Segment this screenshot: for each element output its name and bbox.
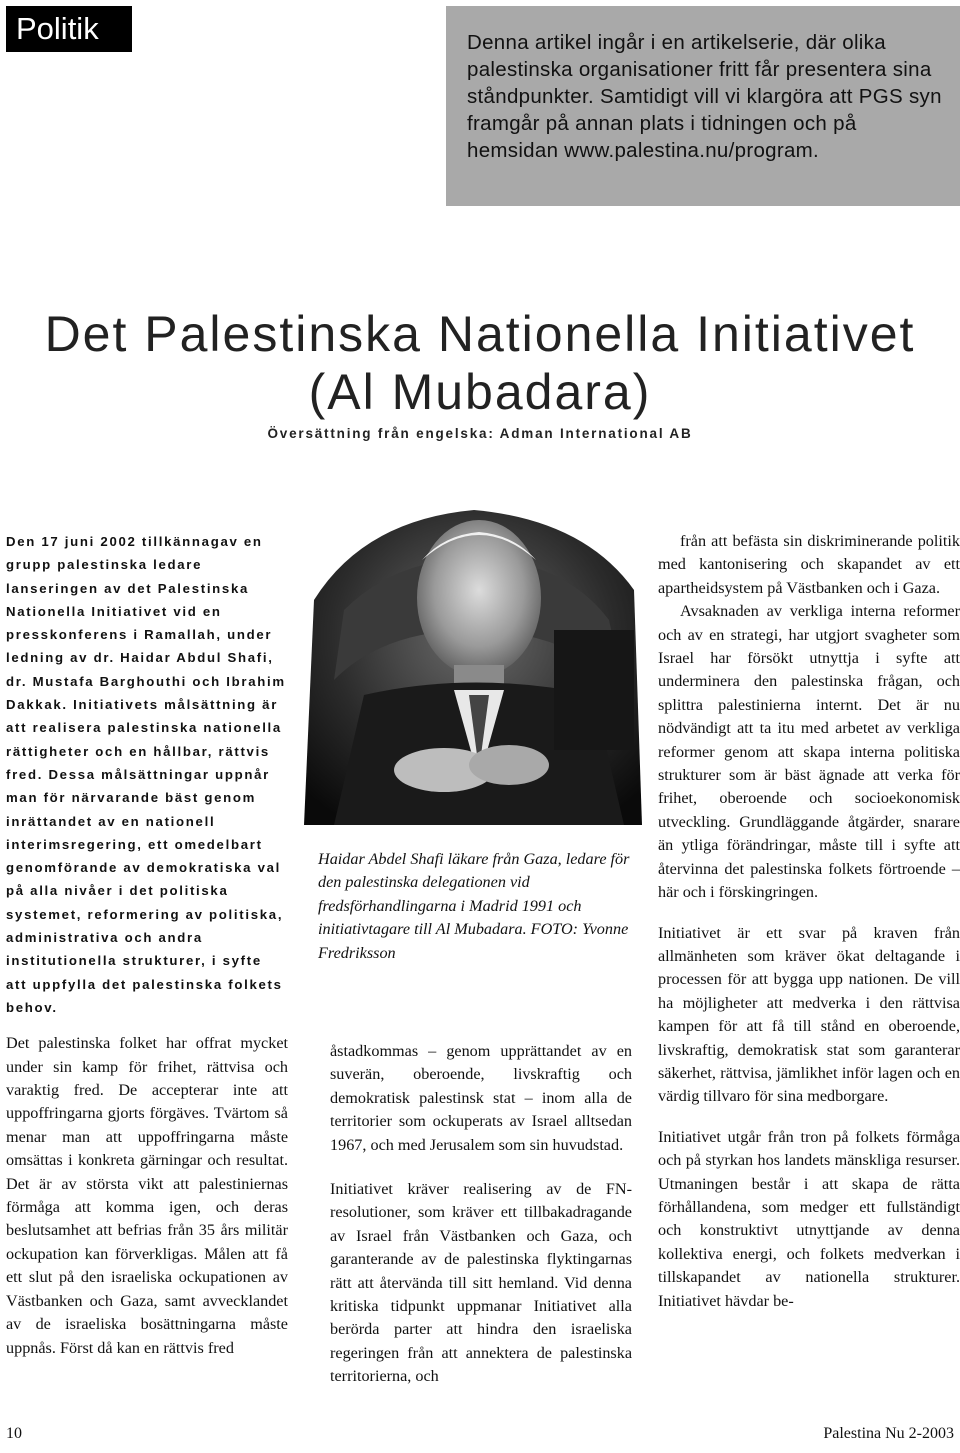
body-paragraph: Initiativet utgår från tron på folkets förmåga och på styrkan hos landets mänskliga resurser. Utmaningen består i att skapa de rätta förhållandena, som medger ett fullständigt och konstruktivt utnyttjande av denna kollektiva energi, och folkets medverkan i tillskapandet av nationella strukturer. Initiativet hävdar be-	[658, 1127, 960, 1310]
publication-footer: Palestina Nu 2-2003	[823, 1425, 954, 1442]
headline-line-1: Det Palestinska Nationella Initiativet	[44, 306, 916, 362]
body-paragraph: Initiativet är ett svar på kraven från allmänheten som kräver ökat deltagande i processen för att bygga upp nationen. De vill ha möjligheter att medverka i den rättvisa kampen för att få till stånd en oberoende, livskraftig, demokratisk stat som garanterar säkerhet, rättvisa, jämlikhet inför lagen och en värdig tillvaro för sina medborgare.	[658, 923, 960, 1106]
intro-box: Denna artikel ingår i en artikelserie, där olika palestinska organisationer fritt får presentera sina ståndpunkter. Samtidigt vill vi klargöra att PGS syn framgår på annan plats i tidningen och på hemsidan www.palestina.nu/program.	[446, 6, 960, 206]
page-number: 10	[6, 1425, 22, 1442]
section-label: Politik	[6, 6, 132, 52]
body-paragraph: åstadkommas – genom upprättandet av en suverän, oberoende, livskraftig och demokratisk palestinsk stat – inom alla de territorier som ockuperats av Israel alltsedan 1967, och med Jerusalem som sin huvudstad.	[330, 1042, 632, 1154]
body-paragraph: från att befästa sin diskriminerande politik med kantonisering och skapandet av ett apartheidsystem på Västbanken och i Gaza.	[658, 532, 960, 597]
photo-caption: Haidar Abdel Shafi läkare från Gaza, ledare för den palestinska delegationen vid fredsförhandlingarna i Madrid 1991 och initiativtagare till Al Mubadara. FOTO: Yvonne Fredriksson	[318, 850, 630, 962]
body-paragraph: Initiativet kräver realisering av de FN-resolutioner, som kräver ett tillbakadragande av Israel från Västbanken och Gaza, och garanterande av de palestinska flyktingarnas rätt att återvända till sitt hemland. Vid denna kritiska tidpunkt uppmanar Initiativet alla berörda parter att hindra den israeliska regeringen från att annektera de palestinska territorierna, och	[330, 1180, 632, 1386]
headline-line-2: (Al Mubadara)	[308, 364, 652, 420]
lead-paragraph: Den 17 juni 2002 tillkännagav en grupp palestinska ledare lanseringen av det Palestinska Nationella Initiativet vid en presskonferens i Ramallah, under ledning av dr. Haidar Abdul Shafi, dr. Mustafa Barghouthi och Ibrahim Dakkak. Initiativets målsättning är att realisera palestinska nationella rättigheter och en hållbar, rättvis fred. Dessa målsättningar uppnår man för närvarande bäst genom inrättandet av en nationell interimsregering, ett omedelbart genomförande av demokratiska val på alla nivåer i det politiska systemet, reformering av politiska, administrativa och andra institutionella strukturer, i syfte att uppfylla det palestinska folkets behov.	[6, 534, 286, 1015]
body-paragraph: Det palestinska folket har offrat mycket under sin kamp för frihet, rättvisa och varaktig fred. De accepterar inte att uppoffringarna gjorts förgäves. Tvärtom så menar man att uppoffringarna måste omsättas i konkreta gärningar och resultat. Det är av största vikt att palestiniernas förmåga att komma igen, och deras beslutsamhet att befrias från 35 års militär ockupation kan förverkligas. Målen att få ett slut på den israeliska ockupationen av Västbanken och Gaza, samt avvecklandet av de israeliska bosättningarna måste uppnås. Först då kan en rättvis fred	[6, 1034, 288, 1357]
translation-byline: Översättning från engelska: Adman International AB	[267, 426, 693, 441]
body-paragraph: Avsaknaden av verkliga interna reformer och av en strategi, har utgjort svagheter som Israel har försökt utnyttja i syfte att underminera den palestinska frågan, och splittra palestinierna internt. Det är nu nödvändigt att ta itu med arbetet av verkliga reformer genom att skapa interna politiska strukturer som är bäst ägnade att verka för frihet, oberoende och socioekonomisk utveckling. Grundläggande åtgärder, snarare än ytliga förändringar, måste till i syfte att återvinna det palestinska folkets förtroende – här och i förskingringen.	[658, 602, 960, 902]
portrait-photo	[304, 480, 642, 825]
column-2	[330, 1040, 632, 1389]
column-3	[658, 530, 960, 1313]
article-headline	[0, 305, 960, 421]
column-1	[6, 530, 288, 1360]
